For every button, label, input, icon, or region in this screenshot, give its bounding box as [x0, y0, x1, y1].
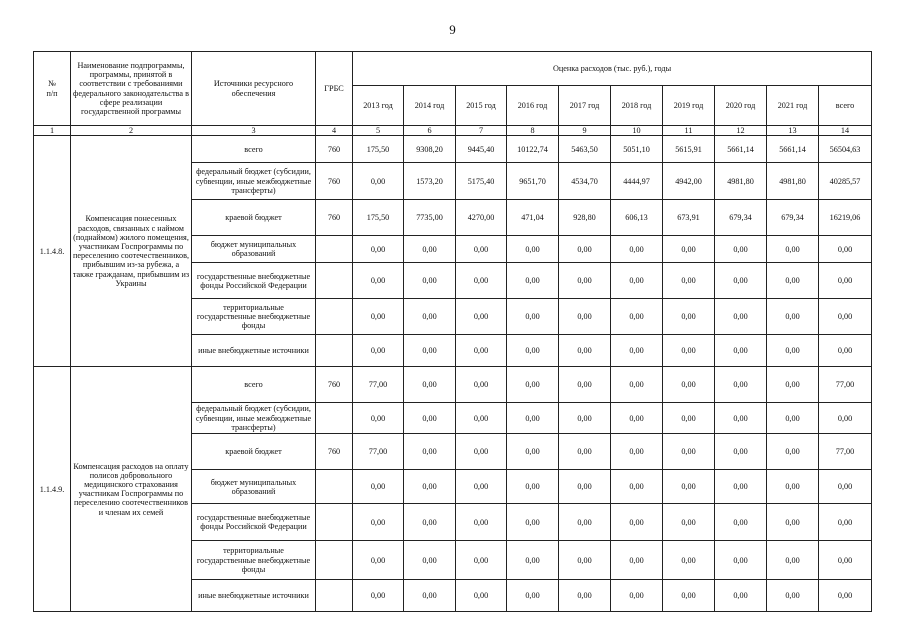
row-value: 673,91 [663, 200, 715, 236]
row-value: 0,00 [715, 504, 767, 541]
row-value: 16219,06 [819, 200, 872, 236]
row-value: 0,00 [663, 236, 715, 263]
row-value: 9445,40 [456, 136, 507, 163]
row-grbs: 760 [316, 200, 353, 236]
row-value: 0,00 [767, 263, 819, 299]
row-source: иные внебюджетные источники [192, 335, 316, 367]
row-value: 0,00 [715, 335, 767, 367]
row-value: 0,00 [507, 470, 559, 504]
row-value: 0,00 [353, 403, 404, 434]
row-value: 0,00 [767, 504, 819, 541]
row-value: 0,00 [767, 541, 819, 580]
row-source: федеральный бюджет (субсидии, субвенции, иные межбюджетные трансферты) [192, 163, 316, 200]
row-value: 0,00 [353, 263, 404, 299]
row-grbs [316, 236, 353, 263]
column-index: 1 [34, 126, 71, 136]
row-source: краевой бюджет [192, 434, 316, 470]
row-value: 4942,00 [663, 163, 715, 200]
row-value: 679,34 [715, 200, 767, 236]
row-source: бюджет муниципальных образований [192, 236, 316, 263]
row-value: 175,50 [353, 200, 404, 236]
row-value: 0,00 [767, 580, 819, 612]
row-value: 5175,40 [456, 163, 507, 200]
row-value: 0,00 [404, 236, 456, 263]
row-value: 5661,14 [767, 136, 819, 163]
row-grbs [316, 470, 353, 504]
row-value: 0,00 [559, 367, 611, 403]
column-index: 11 [663, 126, 715, 136]
row-name: Компенсация расходов на оплату полисов добровольного медицинского страхования участникам Госпрограммы по переселению соотечественников и членам их семей [71, 367, 192, 612]
row-value: 0,00 [819, 299, 872, 335]
header-year: 2017 год [559, 86, 611, 126]
row-value: 0,00 [353, 580, 404, 612]
header-year: 2020 год [715, 86, 767, 126]
row-value: 0,00 [456, 263, 507, 299]
row-code: 1.1.4.8. [34, 136, 71, 367]
row-value: 0,00 [767, 470, 819, 504]
row-value: 0,00 [663, 367, 715, 403]
row-grbs: 760 [316, 163, 353, 200]
column-index: 13 [767, 126, 819, 136]
row-value: 0,00 [404, 504, 456, 541]
row-value: 0,00 [456, 236, 507, 263]
column-index: 3 [192, 126, 316, 136]
row-value: 1573,20 [404, 163, 456, 200]
row-source: федеральный бюджет (субсидии, субвенции, иные межбюджетные трансферты) [192, 403, 316, 434]
row-value: 0,00 [507, 403, 559, 434]
header-grbs: ГРБС [316, 52, 353, 126]
row-source: бюджет муниципальных образований [192, 470, 316, 504]
row-value: 0,00 [559, 470, 611, 504]
row-source: всего [192, 367, 316, 403]
row-value: 0,00 [611, 580, 663, 612]
row-value: 4444,97 [611, 163, 663, 200]
row-value: 0,00 [611, 541, 663, 580]
row-grbs [316, 299, 353, 335]
row-value: 679,34 [767, 200, 819, 236]
row-value: 606,13 [611, 200, 663, 236]
table-row [34, 367, 872, 403]
row-value: 0,00 [456, 580, 507, 612]
row-value: 0,00 [663, 299, 715, 335]
row-value: 175,50 [353, 136, 404, 163]
row-source: краевой бюджет [192, 200, 316, 236]
row-value: 0,00 [767, 335, 819, 367]
table-row [34, 136, 872, 163]
row-value: 0,00 [611, 299, 663, 335]
row-value: 4534,70 [559, 163, 611, 200]
row-grbs [316, 541, 353, 580]
row-value: 0,00 [715, 541, 767, 580]
table-body [34, 136, 872, 612]
row-value: 0,00 [767, 403, 819, 434]
row-value: 0,00 [507, 367, 559, 403]
row-value: 0,00 [559, 434, 611, 470]
row-value: 0,00 [663, 335, 715, 367]
header-year: 2019 год [663, 86, 715, 126]
row-value: 0,00 [456, 541, 507, 580]
row-value: 0,00 [767, 236, 819, 263]
header-num: № п/п [34, 52, 71, 126]
row-value: 0,00 [611, 263, 663, 299]
row-value: 0,00 [404, 299, 456, 335]
row-value: 0,00 [559, 504, 611, 541]
row-value: 0,00 [663, 580, 715, 612]
row-value: 0,00 [353, 504, 404, 541]
row-value: 0,00 [404, 470, 456, 504]
row-value: 7735,00 [404, 200, 456, 236]
column-index: 12 [715, 126, 767, 136]
column-index: 6 [404, 126, 456, 136]
row-value: 0,00 [559, 403, 611, 434]
row-value: 0,00 [663, 434, 715, 470]
row-value: 0,00 [404, 541, 456, 580]
row-source: иные внебюджетные источники [192, 580, 316, 612]
row-value: 0,00 [456, 434, 507, 470]
row-value: 0,00 [456, 403, 507, 434]
row-value: 471,04 [507, 200, 559, 236]
row-value: 0,00 [611, 367, 663, 403]
row-value: 5615,91 [663, 136, 715, 163]
row-value: 0,00 [456, 367, 507, 403]
header-year: 2014 год [404, 86, 456, 126]
column-index: 5 [353, 126, 404, 136]
row-value: 0,00 [456, 335, 507, 367]
row-grbs [316, 403, 353, 434]
row-grbs [316, 504, 353, 541]
column-index-row [34, 126, 872, 136]
row-source: государственные внебюджетные фонды Российской Федерации [192, 504, 316, 541]
page-number: 9 [449, 22, 456, 37]
row-value: 0,00 [819, 236, 872, 263]
row-value: 0,00 [404, 367, 456, 403]
column-index: 7 [456, 126, 507, 136]
row-value: 0,00 [456, 299, 507, 335]
row-value: 0,00 [767, 367, 819, 403]
row-value: 77,00 [353, 367, 404, 403]
row-grbs [316, 263, 353, 299]
row-value: 0,00 [507, 236, 559, 263]
header-name: Наименование подпрограммы, программы, принятой в соответствии с требованиями федерального законодательства в сфере реализации государственной программы [71, 52, 192, 126]
row-value: 0,00 [715, 299, 767, 335]
row-value: 928,80 [559, 200, 611, 236]
row-value: 0,00 [715, 367, 767, 403]
row-value: 5661,14 [715, 136, 767, 163]
header-year: 2021 год [767, 86, 819, 126]
row-value: 0,00 [663, 470, 715, 504]
header-year: 2016 год [507, 86, 559, 126]
row-value: 5463,50 [559, 136, 611, 163]
row-source: государственные внебюджетные фонды Российской Федерации [192, 263, 316, 299]
column-index: 10 [611, 126, 663, 136]
header-year: 2013 год [353, 86, 404, 126]
row-value: 0,00 [715, 236, 767, 263]
row-value: 0,00 [507, 263, 559, 299]
row-value: 0,00 [611, 504, 663, 541]
row-value: 0,00 [559, 299, 611, 335]
row-value: 0,00 [404, 335, 456, 367]
row-value: 4981,80 [767, 163, 819, 200]
header-source: Источники ресурсного обеспечения [192, 52, 316, 126]
row-value: 0,00 [611, 403, 663, 434]
row-value: 0,00 [507, 434, 559, 470]
row-name: Компенсация понесенных расходов, связанных с наймом (поднаймом) жилого помещения, участникам Госпрограммы по переселению соотечественников, прибывшим из-за рубежа, а также гражданам, прибывшим из Украины [71, 136, 192, 367]
header-year: всего [819, 86, 872, 126]
row-value: 0,00 [507, 580, 559, 612]
row-value: 0,00 [404, 263, 456, 299]
header-year: 2018 год [611, 86, 663, 126]
column-index: 2 [71, 126, 192, 136]
row-value: 9651,70 [507, 163, 559, 200]
row-value: 0,00 [715, 580, 767, 612]
row-value: 0,00 [767, 299, 819, 335]
row-grbs: 760 [316, 434, 353, 470]
row-value: 40285,57 [819, 163, 872, 200]
row-value: 4981,80 [715, 163, 767, 200]
row-value: 0,00 [663, 263, 715, 299]
row-value: 0,00 [611, 470, 663, 504]
row-value: 56504,63 [819, 136, 872, 163]
row-value: 0,00 [559, 263, 611, 299]
header-year: 2015 год [456, 86, 507, 126]
row-value: 0,00 [819, 541, 872, 580]
row-code: 1.1.4.9. [34, 367, 71, 612]
expense-table [33, 51, 872, 612]
row-value: 0,00 [767, 434, 819, 470]
row-value: 0,00 [353, 470, 404, 504]
row-value: 0,00 [353, 335, 404, 367]
column-index: 8 [507, 126, 559, 136]
column-index: 9 [559, 126, 611, 136]
row-value: 0,00 [404, 434, 456, 470]
row-value: 0,00 [715, 434, 767, 470]
row-value: 5051,10 [611, 136, 663, 163]
row-value: 0,00 [353, 236, 404, 263]
row-value: 9308,20 [404, 136, 456, 163]
row-value: 0,00 [559, 580, 611, 612]
row-grbs [316, 335, 353, 367]
row-value: 77,00 [819, 434, 872, 470]
row-value: 0,00 [715, 263, 767, 299]
row-value: 0,00 [353, 541, 404, 580]
row-grbs: 760 [316, 367, 353, 403]
row-value: 0,00 [353, 299, 404, 335]
row-value: 0,00 [611, 335, 663, 367]
row-value: 0,00 [507, 335, 559, 367]
row-value: 0,00 [456, 504, 507, 541]
row-value: 0,00 [559, 541, 611, 580]
row-value: 0,00 [715, 403, 767, 434]
row-value: 0,00 [507, 504, 559, 541]
column-index: 4 [316, 126, 353, 136]
row-grbs: 760 [316, 136, 353, 163]
row-value: 0,00 [663, 403, 715, 434]
row-value: 0,00 [353, 163, 404, 200]
row-source: территориальные государственные внебюджетные фонды [192, 541, 316, 580]
row-value: 0,00 [819, 403, 872, 434]
row-value: 0,00 [507, 299, 559, 335]
row-value: 4270,00 [456, 200, 507, 236]
column-index: 14 [819, 126, 872, 136]
row-value: 77,00 [819, 367, 872, 403]
row-source: всего [192, 136, 316, 163]
row-value: 0,00 [456, 470, 507, 504]
row-value: 0,00 [663, 541, 715, 580]
row-value: 0,00 [819, 580, 872, 612]
row-value: 0,00 [611, 434, 663, 470]
row-value: 0,00 [663, 504, 715, 541]
row-grbs [316, 580, 353, 612]
row-value: 77,00 [353, 434, 404, 470]
header-estimate: Оценка расходов (тыс. руб.), годы [353, 52, 872, 86]
row-value: 0,00 [819, 335, 872, 367]
row-value: 0,00 [559, 236, 611, 263]
row-value: 0,00 [715, 470, 767, 504]
row-value: 0,00 [819, 470, 872, 504]
row-value: 0,00 [404, 403, 456, 434]
row-value: 0,00 [559, 335, 611, 367]
row-value: 0,00 [611, 236, 663, 263]
row-value: 10122,74 [507, 136, 559, 163]
row-value: 0,00 [819, 504, 872, 541]
row-value: 0,00 [404, 580, 456, 612]
row-value: 0,00 [507, 541, 559, 580]
row-source: территориальные государственные внебюджетные фонды [192, 299, 316, 335]
row-value: 0,00 [819, 263, 872, 299]
